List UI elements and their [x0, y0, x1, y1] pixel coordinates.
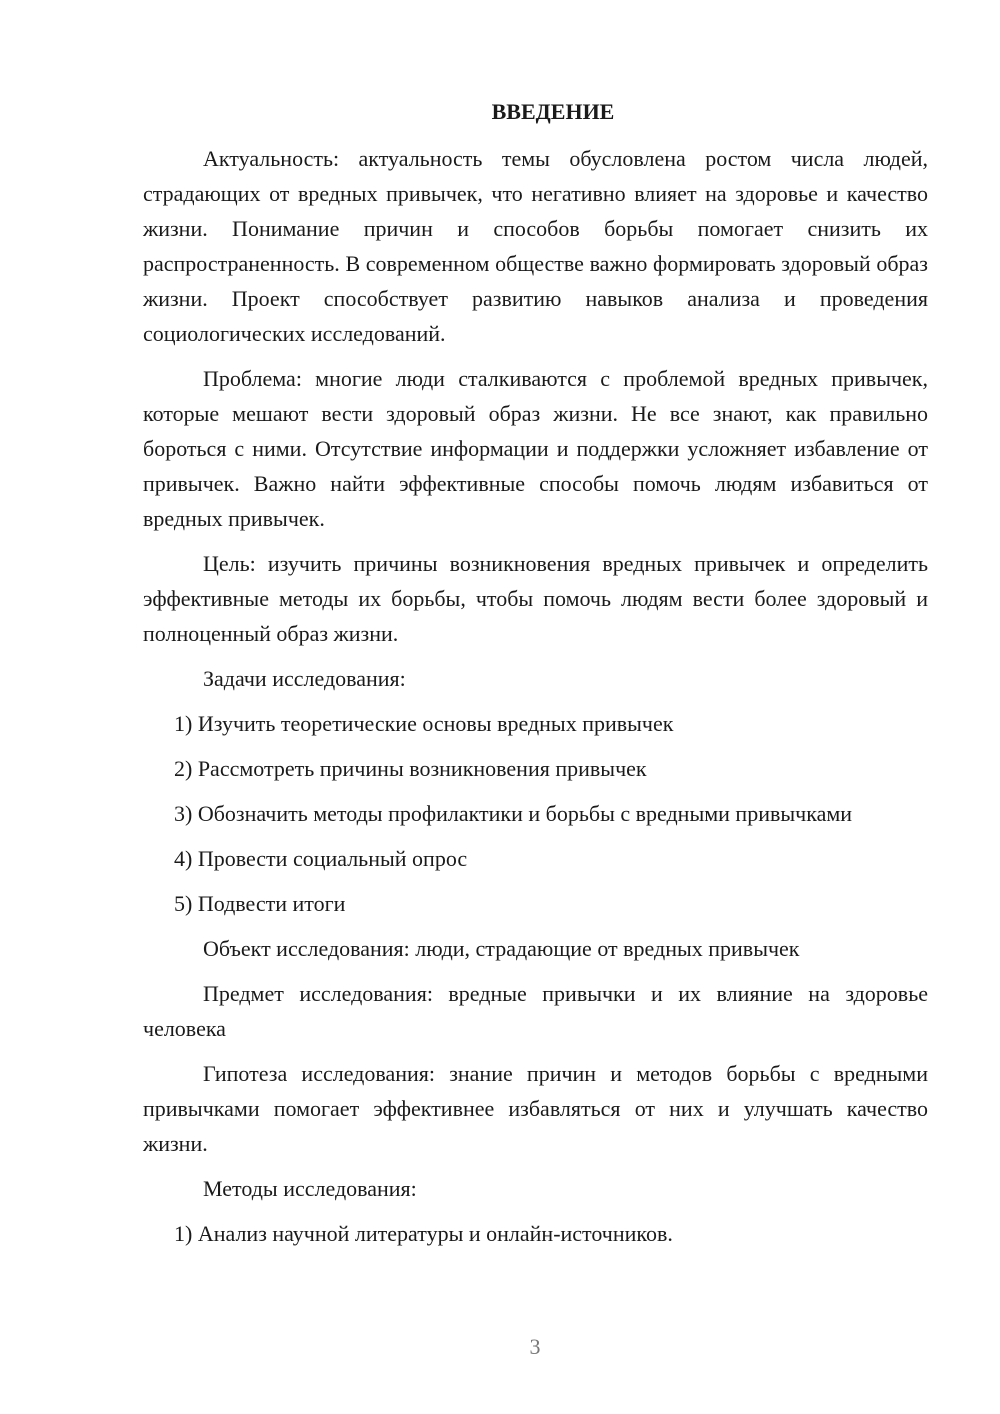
page-heading: ВВЕДЕНИЕ [491, 99, 615, 124]
problem-paragraph: Проблема: многие люди сталкиваются с проблемой вредных привычек, которые мешают вести здоровый образ жизни. Не все знают, как правильно бороться с ними. Отсутствие информации и поддержки усложняет избавление от привычек. Важно найти эффективные способы помочь людям избавиться от вредных привычек. [143, 366, 928, 531]
object-paragraph: Объект исследования: люди, страдающие от вредных привычек [203, 936, 800, 961]
task-item: 1) Изучить теоретические основы вредных привычек [174, 711, 674, 736]
methods-label: Методы исследования: [203, 1176, 417, 1201]
page-number: 3 [529, 1334, 541, 1359]
task-item: 3) Обозначить методы профилактики и борьбы с вредными привычками [174, 801, 853, 826]
relevance-paragraph: Актуальность: актуальность темы обусловлена ростом числа людей, страдающих от вредных привычек, что негативно влияет на здоровье и качество жизни. Понимание причин и способов борьбы помогает снизить их распространенность. В современном обществе важно формировать здоровый образ жизни. Проект способствует развитию навыков анализа и проведения социологических исследований. [143, 146, 928, 346]
task-item: 5) Подвести итоги [174, 891, 346, 916]
task-item: 4) Провести социальный опрос [174, 846, 468, 871]
page-content [143, 94, 928, 1261]
method-item: 1) Анализ научной литературы и онлайн-источников. [174, 1221, 673, 1246]
tasks-label: Задачи исследования: [203, 666, 406, 691]
hypothesis-paragraph: Гипотеза исследования: знание причин и методов борьбы с вредными привычками помогает эффективнее избавляться от них и улучшать качество жизни. [143, 1061, 928, 1156]
task-item: 2) Рассмотреть причины возникновения привычек [174, 756, 647, 781]
subject-paragraph: Предмет исследования: вредные привычки и их влияние на здоровье человека [143, 981, 928, 1041]
goal-paragraph: Цель: изучить причины возникновения вредных привычек и определить эффективные методы их борьбы, чтобы помочь людям вести более здоровый и полноценный образ жизни. [143, 551, 928, 646]
